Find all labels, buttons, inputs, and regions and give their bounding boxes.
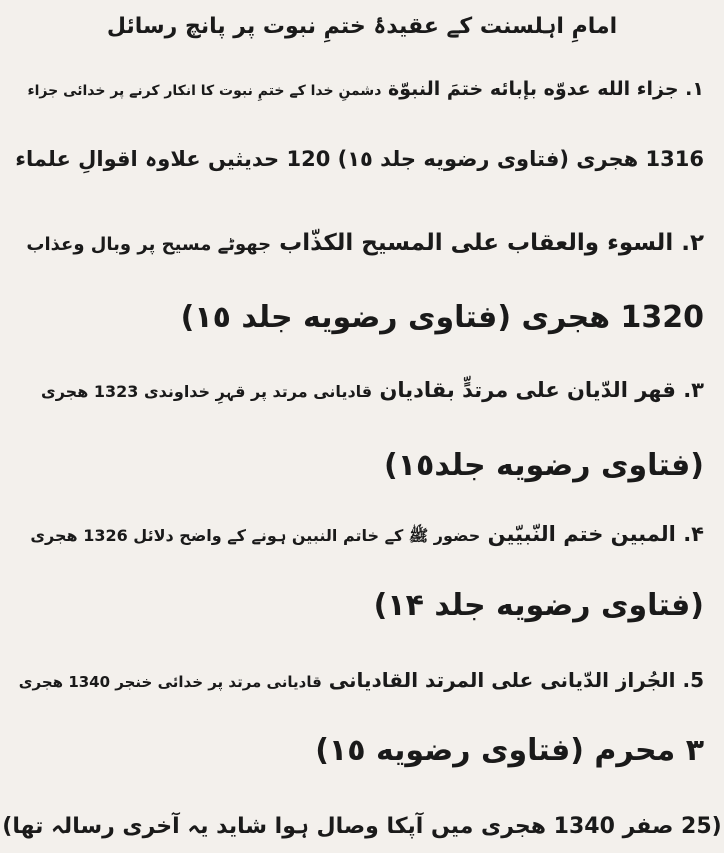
item-1-details: 1316 ھجری (فتاوی رضویه جلد ١٥) 120 حدیثیں علاوہ اقوالِ علماء bbox=[15, 147, 704, 171]
item-4-arabic-title: ۴. المبين ختم النّبيّين bbox=[487, 522, 704, 546]
footer-note: (25 صفر 1340 ھجری میں آپکا وصال ہوا شاید یہ آخری رسالہ تھا) bbox=[2, 814, 722, 839]
item-3-details: (فتاوی رضویه جلد١٥) bbox=[384, 448, 704, 483]
page-title: امامِ اہلسنت کے عقیدۂ ختمِ نبوت پر پانچ رسائل bbox=[106, 14, 618, 39]
item-1-arabic-title: ١. جزاء الله عدوّه بإبائه ختمَ النبوّة bbox=[388, 78, 704, 100]
item-2-urdu-title: جھوٹے مسیح پر وبال وعذاب bbox=[26, 234, 272, 255]
item-2-details: 1320 ھجری (فتاوی رضویه جلد ١٥) bbox=[180, 300, 704, 335]
item-2-arabic-title: ٢. السوء والعقاب على المسيح الكذّاب bbox=[279, 230, 704, 256]
item-3-urdu-title: قادیانی مرتد پر قہرِ خداوندی 1323 ھجری bbox=[41, 382, 373, 401]
item-2-title-line bbox=[16, 230, 704, 258]
item-5-details: ٣ محرم (فتاوی رضویه ١٥) bbox=[315, 733, 704, 768]
item-1-urdu-title: دشمنِ خدا کے ختمِ نبوت کا انکار کرنے پر خدائی جزاء bbox=[27, 83, 382, 99]
item-4-urdu-title: حضور ﷺ کے خاتم النبین ہونے کے واضح دلائل 1326 ھجری bbox=[30, 526, 481, 545]
item-5-title-line bbox=[16, 668, 704, 692]
item-3-arabic-title: ٣. قهر الدّيان على مرتدٍّ بقاديان bbox=[379, 378, 704, 402]
item-4-details: (فتاوی رضویه جلد ١۴) bbox=[373, 588, 704, 623]
item-4-title-line bbox=[16, 522, 704, 547]
item-3-title-line bbox=[16, 378, 704, 403]
item-1-title-line bbox=[16, 78, 704, 101]
item-5-urdu-title: قادیانی مرتد پر خدائی خنجر 1340 ھجری bbox=[18, 673, 322, 691]
item-5-arabic-title: 5. الجُراز الدّيانى على المرتد القاديانى bbox=[328, 668, 704, 692]
